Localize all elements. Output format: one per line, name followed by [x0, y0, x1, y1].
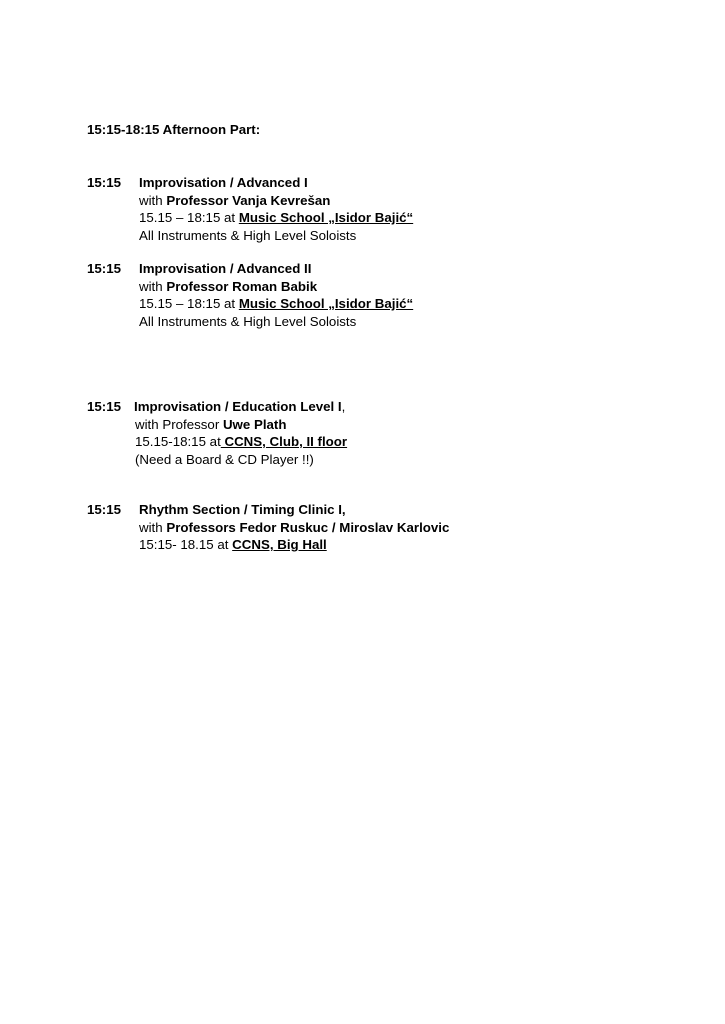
session-time: 15:15	[87, 175, 122, 190]
schedule-prefix: 15.15-18:15 at	[135, 434, 221, 449]
session-teacher-line	[87, 416, 347, 434]
with-prefix: with	[139, 519, 167, 535]
session-teacher-line	[87, 278, 413, 296]
session-title-line	[87, 501, 449, 519]
venue-link: Music School „Isidor Bajić“	[238, 210, 414, 225]
teacher-name: Professor Roman Babik	[166, 278, 318, 294]
afternoon-heading: 15:15-18:15 Afternoon Part:	[87, 122, 261, 137]
session-schedule-line	[87, 295, 413, 313]
session-note: (Need a Board & CD Player !!)	[135, 451, 314, 467]
with-prefix: with	[139, 192, 167, 208]
session-note: All Instruments & High Level Soloists	[139, 227, 357, 243]
schedule-prefix: 15:15- 18.15 at	[139, 537, 233, 552]
session-time: 15:15	[87, 261, 122, 276]
venue-link: Music School „Isidor Bajić“	[238, 296, 414, 311]
session-schedule-line	[87, 433, 347, 451]
session-teacher-line	[87, 519, 449, 537]
teacher-name: Uwe Plath	[222, 416, 287, 432]
session-title-line	[87, 260, 413, 278]
session-title-line	[87, 398, 347, 416]
session-title-line	[87, 174, 413, 192]
session-rhythm-clinic-1	[87, 501, 449, 554]
session-title: Rhythm Section / Timing Clinic I,	[139, 502, 346, 517]
session-teacher-line	[87, 192, 413, 210]
venue-link: CCNS, Big Hall	[232, 537, 327, 552]
with-prefix: with Professor	[135, 416, 223, 432]
schedule-prefix: 15.15 – 18:15 at	[139, 296, 239, 311]
session-advanced-1	[87, 174, 413, 244]
teacher-name: Professor Vanja Kevrešan	[166, 192, 331, 208]
session-schedule-line	[87, 209, 413, 227]
venue-link: CCNS, Club, II floor	[220, 434, 348, 449]
session-title: Improvisation / Education Level I	[134, 399, 342, 414]
schedule-prefix: 15.15 – 18:15 at	[139, 210, 239, 225]
session-time: 15:15	[87, 502, 122, 517]
teacher-name: Professors Fedor Ruskuc / Miroslav Karlovic	[166, 519, 450, 535]
session-title: Improvisation / Advanced II	[139, 261, 312, 276]
session-title: Improvisation / Advanced I	[139, 175, 308, 190]
session-advanced-2	[87, 260, 413, 330]
session-schedule-line	[87, 536, 449, 554]
session-note: All Instruments & High Level Soloists	[139, 313, 357, 329]
title-suffix: ,	[341, 399, 346, 414]
session-education-1	[87, 398, 347, 468]
with-prefix: with	[139, 278, 167, 294]
session-time: 15:15	[87, 399, 122, 414]
